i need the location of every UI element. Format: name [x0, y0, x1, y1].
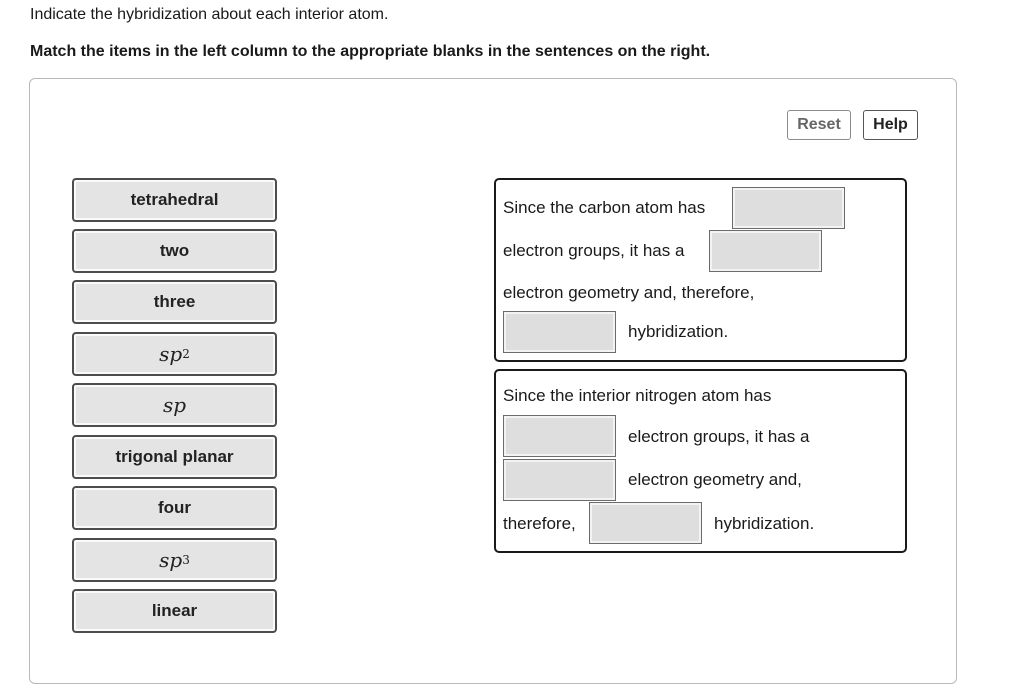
instruction-text: Indicate the hybridization about each interior atom.: [30, 6, 389, 23]
tile-linear[interactable]: linear: [72, 589, 277, 633]
tile-four[interactable]: four: [72, 486, 277, 530]
blank-carbon-geometry[interactable]: [709, 230, 822, 272]
sentence-nitrogen-text-3: electron geometry and,: [628, 470, 802, 489]
sentence-nitrogen-text-2: electron groups, it has a: [628, 427, 810, 446]
tile-two[interactable]: two: [72, 229, 277, 273]
tile-sp2-base: sp: [159, 342, 183, 366]
blank-carbon-hybridization[interactable]: [503, 311, 616, 353]
blank-nitrogen-hybridization[interactable]: [589, 502, 702, 544]
sentence-carbon-text-2: electron groups, it has a: [503, 241, 685, 260]
blank-nitrogen-geometry[interactable]: [503, 459, 616, 501]
tile-sp3-base: sp: [159, 548, 183, 572]
sentence-carbon-text-1: Since the carbon atom has: [503, 198, 706, 217]
tile-tetrahedral[interactable]: tetrahedral: [72, 178, 277, 222]
help-button[interactable]: Help: [863, 110, 918, 140]
tile-sp3[interactable]: [72, 538, 277, 582]
tile-sp2-exponent: 2: [182, 347, 190, 361]
tile-sp[interactable]: sp: [72, 383, 277, 427]
sentence-carbon-text-4: hybridization.: [628, 322, 729, 341]
match-prompt: Match the items in the left column to the appropriate blanks in the sentences on the right.: [30, 43, 711, 60]
tile-sp2[interactable]: [72, 332, 277, 376]
tile-three[interactable]: three: [72, 280, 277, 324]
blank-carbon-electron-groups[interactable]: [732, 187, 845, 229]
tile-trigonal-planar[interactable]: trigonal planar: [72, 435, 277, 479]
reset-button[interactable]: Reset: [787, 110, 851, 140]
sentence-nitrogen-text-1: Since the interior nitrogen atom has: [503, 386, 772, 405]
sentence-carbon-text-3: electron geometry and, therefore,: [503, 283, 755, 302]
sentence-nitrogen-text-5: hybridization.: [714, 514, 815, 533]
sentence-nitrogen-text-4: therefore,: [503, 514, 576, 533]
blank-nitrogen-electron-groups[interactable]: [503, 415, 616, 457]
tile-sp3-exponent: 3: [182, 553, 190, 567]
